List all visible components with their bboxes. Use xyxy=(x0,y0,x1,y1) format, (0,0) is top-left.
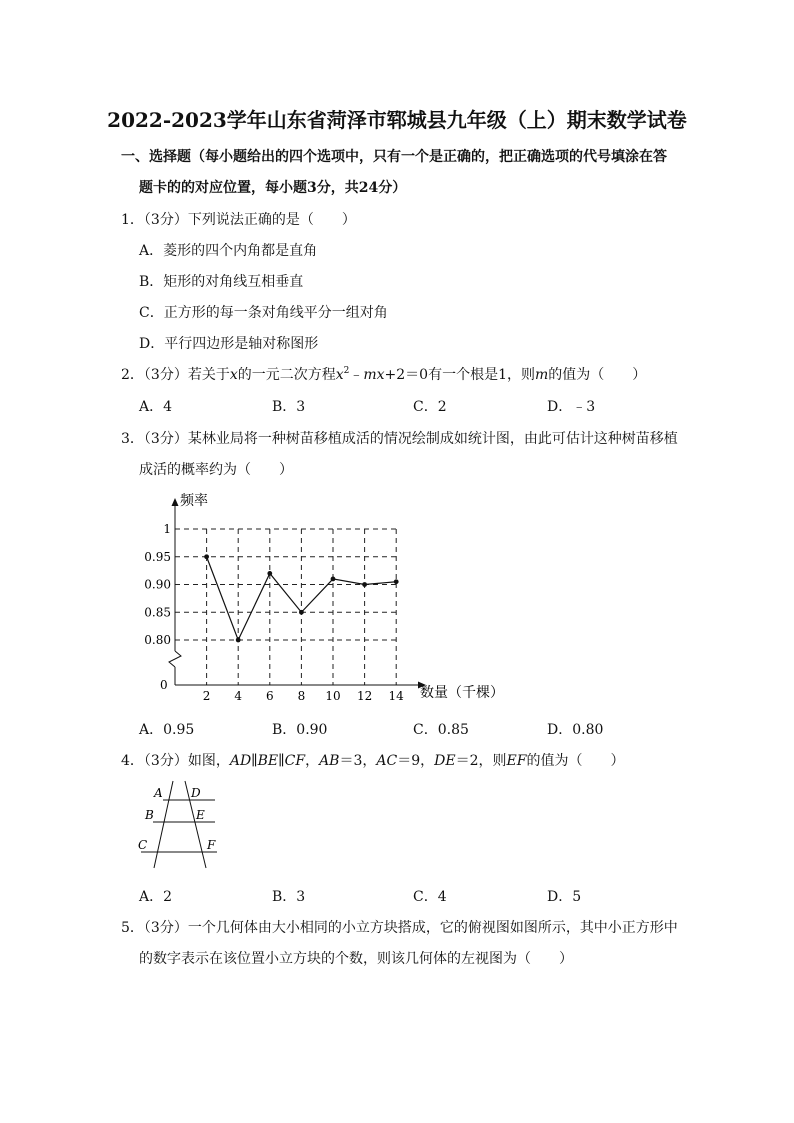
q1-option-c: C．正方形的每一条对角线平分一组对角 xyxy=(139,305,388,321)
q4-value-ab: ＝3， xyxy=(339,753,377,769)
q4-parallel-lines-figure xyxy=(135,775,225,870)
origin-label: 0 xyxy=(160,678,168,692)
q1-option-d: D．平行四边形是轴对称图形 xyxy=(139,336,319,352)
q2-text-4: +2＝0有一个根是1，则 xyxy=(384,367,535,383)
x-tick-label: 8 xyxy=(297,689,306,703)
q3-option-d: D．0.80 xyxy=(547,722,604,738)
x-tick-label: 14 xyxy=(388,689,404,703)
point-a-label: A xyxy=(154,786,163,800)
section-heading-line1: 一、选择题（每小题给出的四个选项中，只有一个是正确的，把正确选项的代号填涂在答 xyxy=(121,149,667,165)
y-tick-label: 1 xyxy=(163,522,171,536)
q3-option-a: A．0.95 xyxy=(139,722,195,738)
point-b-label: B xyxy=(145,808,154,822)
q4-option-a: A．2 xyxy=(139,889,173,905)
q3-stem-line2: 成活的概率约为（ ） xyxy=(139,462,293,478)
data-point xyxy=(204,554,209,559)
q1-option-b: B．矩形的对角线互相垂直 xyxy=(139,274,304,290)
q2-option-b: B．3 xyxy=(272,399,306,415)
q3-stem-line1: 3．（3分）某林业局将一种树苗移植成活的情况绘制成如统计图，由此可估计这种树苗移植 xyxy=(121,431,678,447)
q4-seg-de: DE xyxy=(434,753,456,769)
q4-option-c: C．4 xyxy=(413,889,447,905)
q4-seg-ab: AB xyxy=(319,753,340,769)
q4-option-d: D．5 xyxy=(547,889,582,905)
q4-seg-cf: CF xyxy=(284,753,306,769)
q2-var-x: x xyxy=(229,367,238,383)
q4-parallel-2: ∥ xyxy=(278,753,285,769)
q2-var-x2: x xyxy=(335,367,344,383)
x-tick-label: 12 xyxy=(356,689,373,703)
q4-value-de: ＝2，则 xyxy=(455,753,507,769)
point-c-label: C xyxy=(138,838,148,852)
y-tick-label: 0.90 xyxy=(144,577,171,592)
chart-axes xyxy=(169,498,426,689)
x-tick-label: 10 xyxy=(325,689,341,703)
section-heading-line2: 题卡的的对应位置，每小题3分，共24分） xyxy=(139,180,407,196)
y-tick-label: 0.95 xyxy=(144,549,171,564)
point-f-label: F xyxy=(207,838,216,852)
q2-stem xyxy=(121,364,646,384)
y-axis-label: 频率 xyxy=(180,493,208,509)
chart-grid xyxy=(175,529,396,685)
q2-option-a: A．4 xyxy=(139,399,173,415)
q4-seg-be: BE xyxy=(257,753,279,769)
data-point xyxy=(267,571,272,576)
exam-title: 2022-2023学年山东省菏泽市郓城县九年级（上）期末数学试卷 xyxy=(107,108,687,132)
q1-option-a: A．菱形的四个内角都是直角 xyxy=(139,243,318,259)
y-tick-label: 0.85 xyxy=(144,605,171,620)
q2-text-2: 的一元二次方程 xyxy=(237,367,336,383)
q4-text-1: 4．（3分）如图， xyxy=(121,753,230,769)
q3-option-b: B．0.90 xyxy=(272,722,328,738)
q4-seg-ac: AC xyxy=(376,753,398,769)
q2-option-c: C．2 xyxy=(413,399,447,415)
q4-text-3: 的值为（ ） xyxy=(526,753,625,769)
q2-text-5: 的值为（ ） xyxy=(548,367,647,383)
y-tick-label: 0.80 xyxy=(144,633,171,647)
q2-text-1: 2．（3分）若关于 xyxy=(121,367,230,383)
q4-seg-ad: AD xyxy=(229,753,252,769)
q2-text-3: ﹣ xyxy=(349,367,364,383)
q3-line-chart xyxy=(140,490,520,705)
data-point xyxy=(299,610,304,615)
q4-parallel-1: ∥ xyxy=(251,753,258,769)
data-point xyxy=(362,582,367,587)
x-tick-label: 6 xyxy=(265,689,274,703)
q3-option-c: C．0.85 xyxy=(413,722,469,738)
q2-option-d: D．﹣3 xyxy=(547,399,596,415)
data-point xyxy=(236,638,241,643)
q2-var-m: m xyxy=(535,367,549,383)
q2-exponent: 2 xyxy=(343,366,350,376)
q4-seg-ef: EF xyxy=(506,753,527,769)
point-e-label: E xyxy=(196,808,205,822)
q5-stem-line1: 5．（3分）一个几何体由大小相同的小立方块搭成，它的俯视图如图所示，其中小正方形中 xyxy=(121,920,678,936)
x-axis-label: 数量（千棵） xyxy=(420,685,504,701)
y-axis-arrow xyxy=(172,498,179,506)
x-tick-label: 4 xyxy=(234,689,243,703)
q2-var-mx: mx xyxy=(363,367,385,383)
data-point xyxy=(331,577,336,582)
data-point xyxy=(394,579,399,584)
point-d-label: D xyxy=(191,786,201,800)
x-tick-label: 2 xyxy=(202,689,211,703)
q1-stem: 1．（3分）下列说法正确的是（ ） xyxy=(121,212,356,228)
q4-option-b: B．3 xyxy=(272,889,306,905)
q4-stem xyxy=(121,750,624,770)
q4-text-2: ， xyxy=(305,753,320,769)
y-axis-break xyxy=(169,651,181,667)
q4-value-ac: ＝9， xyxy=(397,753,435,769)
q5-stem-line2: 的数字表示在该位置小立方块的个数，则该几何体的左视图为（ ） xyxy=(139,951,573,967)
